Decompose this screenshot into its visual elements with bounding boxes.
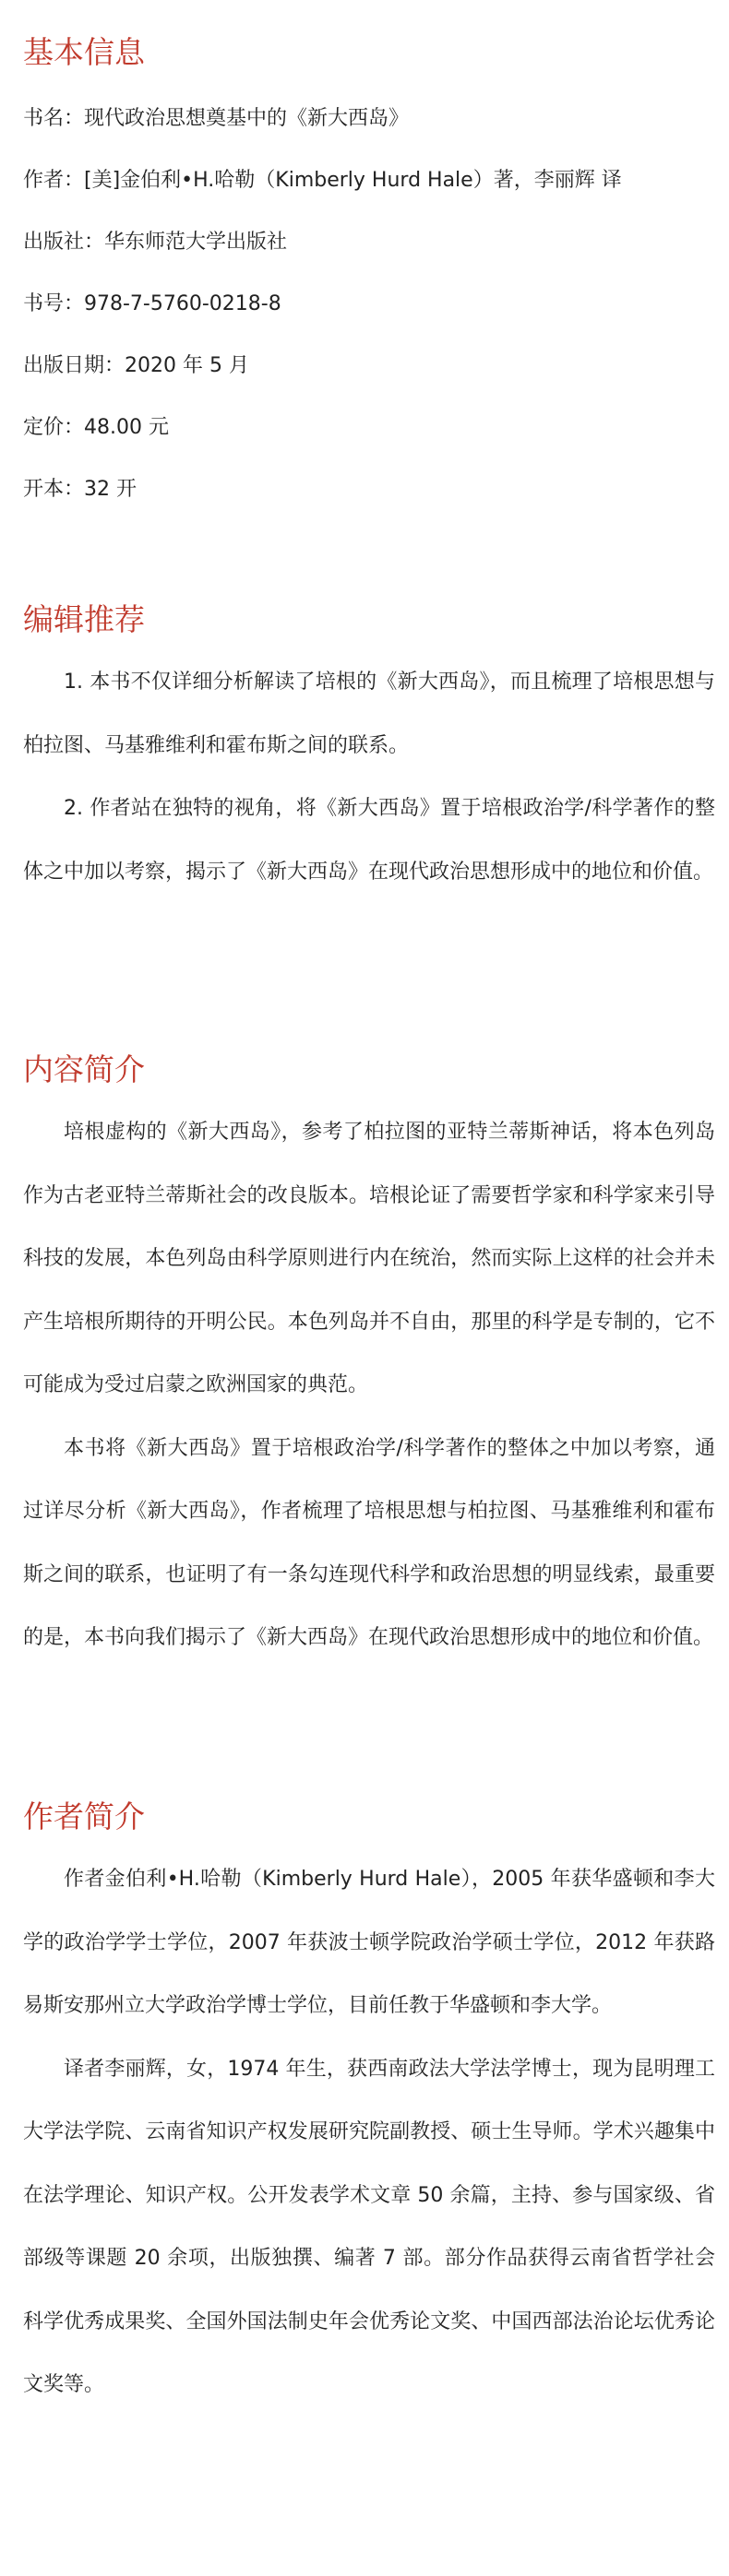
content-intro-paragraph: 本书将《新大西岛》置于培根政治学/科学著作的整体之中加以考察，通过详尽分析《新大西岛》，作者梳理了培根思想与柏拉图、马基雅维利和霍布斯之间的联系，也证明了有一条勾连现代科学和政治思想的明显线索，最重要的是，本书向我们揭示了《新大西岛》在现代政治思想形成中的地位和价值。 — [23, 1436, 715, 1649]
editor-recommend-paragraph: 1. 本书不仅详细分析解读了培根的《新大西岛》，而且梳理了培根思想与柏拉图、马基雅维利和霍布斯之间的联系。 — [23, 671, 715, 757]
editor-recommend-paragraph: 2. 作者站在独特的视角，将《新大西岛》置于培根政治学/科学著作的整体之中加以考察，揭示了《新大西岛》在现代政治思想形成中的地位和价值。 — [23, 797, 715, 884]
content-intro-heading: 内容简介 — [23, 1051, 145, 1087]
book-format: 开本：32 开 — [23, 478, 137, 501]
book-publish-date: 出版日期：2020 年 5 月 — [23, 354, 249, 377]
basic-info-heading: 基本信息 — [23, 34, 145, 70]
book-author: 作者：[美]金伯利•H.哈勒（Kimberly Hurd Hale）著，李丽辉 译 — [23, 169, 622, 192]
basic-info-section — [23, 34, 715, 514]
book-title: 书名：现代政治思想奠基中的《新大西岛》 — [23, 107, 410, 130]
content-intro-paragraph: 培根虚构的《新大西岛》，参考了柏拉图的亚特兰蒂斯神话，将本色列岛作为古老亚特兰蒂斯社会的改良版本。培根论证了需要哲学家和科学家来引导科技的发展，本色列岛由科学原则进行内在统治，然而实际上这样的社会并未产生培根所期待的开明公民。本色列岛并不自由，那里的科学是专制的，它不可能成为受过启蒙之欧洲国家的典范。 — [23, 1121, 715, 1396]
book-publisher: 出版社：华东师范大学出版社 — [23, 231, 288, 254]
author-intro-section — [23, 1798, 715, 2417]
author-intro-heading: 作者简介 — [23, 1798, 145, 1834]
author-intro-paragraph: 作者金伯利•H.哈勒（Kimberly Hurd Hale），2005 年获华盛顿和李大学的政治学学士学位，2007 年获波士顿学院政治学硕士学位，2012 年获路易斯安那州立大学政治学博士学位，目前任教于华盛顿和李大学。 — [23, 1868, 715, 2017]
book-isbn: 书号：978-7-5760-0218-8 — [23, 292, 281, 315]
editor-recommend-heading: 编辑推荐 — [23, 601, 145, 637]
content-intro-section — [23, 1051, 715, 1670]
translator-intro-paragraph: 译者李丽辉，女，1974 年生，获西南政法大学法学博士，现为昆明理工大学法学院、云南省知识产权发展研究院副教授、硕士生导师。学术兴趣集中在法学理论、知识产权。公开发表学术文章 50 余篇，主持、参与国家级、省部级等课题 20 余项，出版独撰、编著 7 部。部分作品获得云南省哲学社会科学优秀成果奖、全国外国法制史年会优秀论文奖、中国西部法治论坛优秀论文奖等。 — [23, 2057, 715, 2396]
book-price: 定价：48.00 元 — [23, 416, 169, 439]
editor-recommend-section — [23, 601, 715, 904]
